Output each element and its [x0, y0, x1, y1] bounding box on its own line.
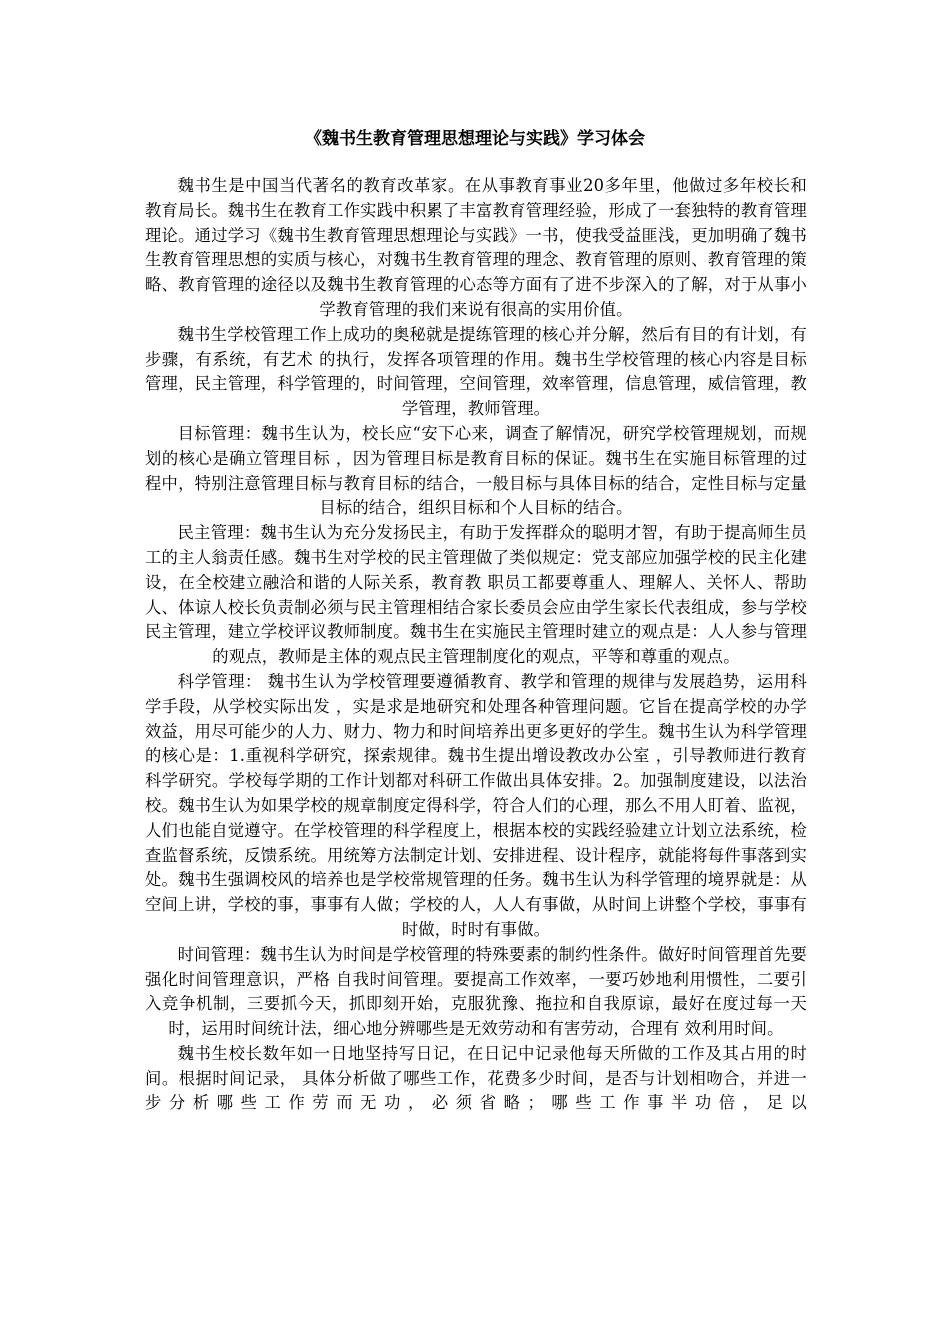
paragraph-diary: 魏书生校长数年如一日地坚持写日记，在日记中记录他每天所做的工作及其占用的时间。根据时间记录， 具体分析做了哪些工作，花费多少时间，是否与计划相吻合，并进一步分析哪些工作劳而无功，必须省略；哪些工作事半功倍，足以 — [145, 1043, 807, 1113]
paragraph-scientific-management: 科学管理： 魏书生认为学校管理要遵循教育、教学和管理的规律与发展趋势，运用科学手段，从学校实际出发 ，实是求是地研究和处理各种管理问题。它旨在提高学校的办学效益，用尽可能少的人力、财力、物力和时间培养出更多更好的学生。魏书生认为科学管理的核心是：1.重视科学研究，探索规律。魏书生提出增设教改办公室 ，引导教师进行教育科学研究。学校每学期的工作计划都对科研工作做出具体安排。2。加强制度建设，以法治 校。魏书生认为如果学校的规章制度定得科学，符合人们的心理，那么不用人盯着、监视，人们也能自觉遵守。在学校管理的科学程度上，根据本校的实践经验建立计划立法系统，检查监督系统，反馈系统。用统筹方法制定计划、安排进程、设计程序，就能将每件事落到实处。魏书生强调校风的培养也是学校常规管理的任务。魏书生认为科学管理的境界就是：从空间上讲，学校的事，事事有人做；学校的人，人人有事做，从时间上讲整个学校，事事有时做，时时有事做。 — [145, 671, 807, 939]
paragraph-time-management: 时间管理：魏书生认为时间是学校管理的特殊要素的制约性条件。做好时间管理首先要强化时间管理意识，严格 自我时间管理。要提高工作效率，一要巧妙地利用惯性，二要引入竞争机制，三要抓今天，抓即刻开始，克服犹豫、拖拉和自我原谅，最好在度过每一天时，运用时间统计法，细心地分辨哪些是无效劳动和有害劳动，合理有 效利用时间。 — [145, 944, 807, 1039]
paragraph-democratic-management: 民主管理：魏书生认为充分发扬民主，有助于发挥群众的聪明才智，有助于提高师生员工的主人翁责任感。魏书生对学校的民主管理做了类似规定：党支部应加强学校的民主化建设，在全校建立融洽和谐的人际关系，教育教 职员工都要尊重人、理解人、关怀人、帮助人、体谅人校长负责制必须与民主管理相结合家长委员会应由学生家长代表组成，参与学校民主管理，建立学校评议教师制度。魏书生在实施民主管理时建立的观点是：人人参与管理的观点，教师是主体的观点民主管理制度化的观点，平等和尊重的观点。 — [145, 523, 807, 667]
document-body — [145, 174, 807, 1116]
paragraph-goal-management: 目标管理：魏书生认为，校长应“安下心来，调查了解情况，研究学校管理规划，而规划的核心是确立管理目标 ，因为管理目标是教育目标的保证。魏书生在实施目标管理的过程中，特别注意管理目标与教育目标的结合，一般目标与具体目标的结合，定性目标与定量目标的结合，组织目标和个人目标的结合。 — [145, 423, 807, 518]
paragraph-intro: 魏书生是中国当代著名的教育改革家。在从事教育事业20多年里，他做过多年校长和教育局长。魏书生在教育工作实践中积累了丰富教育管理经验，形成了一套独特的教育管理理论。通过学习《魏书生教育管理思想理论与实践》一书，使我受益匪浅，更加明确了魏书生教育管理思想的实质与核心，对魏书生教育管理的理念、教育管理的原则、教育管理的策略、教育管理的途径以及魏书生教育管理的心态等方面有了进不步深入的了解，对于从事小学教育管理的我们来说有很高的实用价值。 — [145, 176, 807, 319]
paragraph-management-core: 魏书生学校管理工作上成功的奥秘就是提练管理的核心并分解，然后有目的有计划，有步骤，有系统，有艺术 的执行，发挥各项管理的作用。魏书生学校管理的核心内容是目标管理，民主管理，科学管理的，时间管理，空间管理，效率管理，信息管理，威信管理，教学管理，教师管理。 — [145, 324, 807, 419]
document-title: 《魏书生教育管理思想理论与实践》学习体会 — [305, 129, 645, 149]
